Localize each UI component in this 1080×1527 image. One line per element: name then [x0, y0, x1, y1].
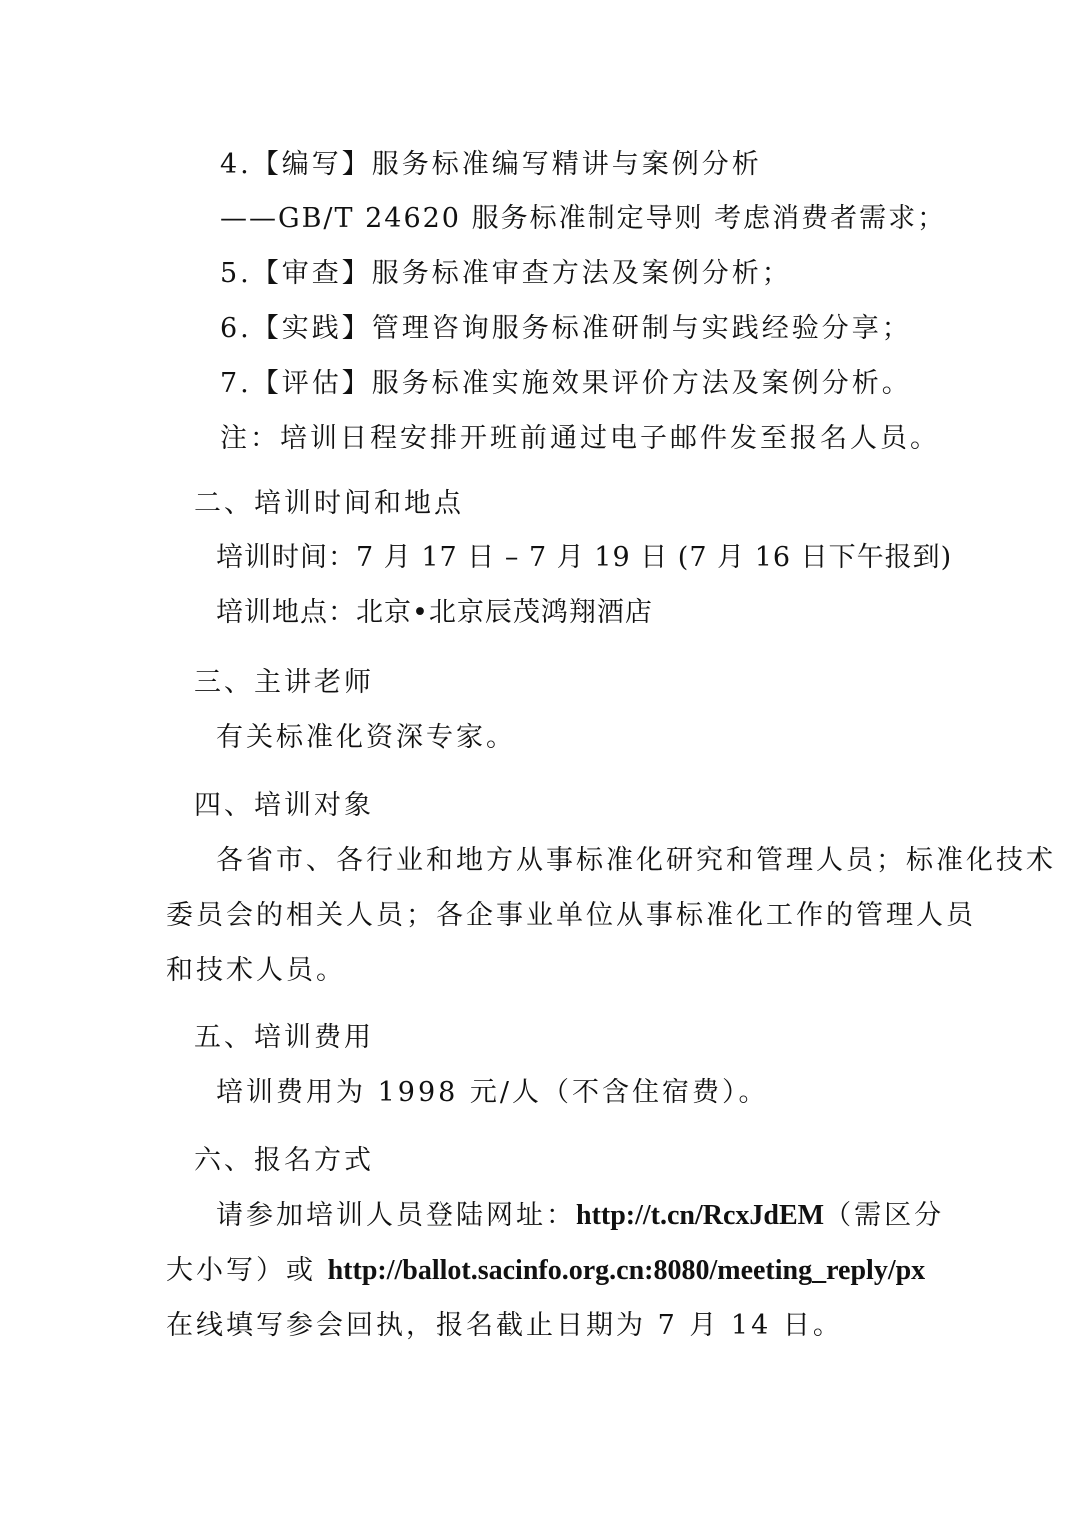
audience-line-1: 各省市、各行业和地方从事标准化研究和管理人员；标准化技术 — [216, 845, 1056, 876]
curriculum-item-6: 6.【实践】管理咨询服务标准研制与实践经验分享； — [220, 313, 912, 344]
registration-short-url-link[interactable]: http://t.cn/RcxJdEM — [576, 1200, 825, 1231]
curriculum-item-5: 5.【审查】服务标准审查方法及案例分析； — [220, 258, 792, 289]
schedule-note: 注：培训日程安排开班前通过电子邮件发至报名人员。 — [220, 423, 940, 454]
audience-line-2: 委员会的相关人员；各企事业单位从事标准化工作的管理人员 — [166, 900, 976, 931]
section-5-heading: 五、培训费用 — [194, 1022, 374, 1053]
registration-full-url-link[interactable]: http://ballot.sacinfo.org.cn:8080/meeting_reply/px — [327, 1255, 926, 1286]
registration-line-2 — [166, 1254, 925, 1288]
section-3-heading: 三、主讲老师 — [194, 667, 374, 698]
training-time: 培训时间：7 月 17 日 – 7 月 19 日 (7 月 16 日下午报到) — [216, 542, 953, 573]
lecturer-description: 有关标准化资深专家。 — [216, 722, 516, 753]
audience-line-3: 和技术人员。 — [166, 955, 346, 986]
registration-line-3: 在线填写参会回执，报名截止日期为 7 月 14 日。 — [166, 1310, 843, 1341]
registration-line-1-prefix: 请参加培训人员登陆网址： — [216, 1200, 576, 1231]
training-location: 培训地点：北京•北京辰茂鸿翔酒店 — [216, 597, 653, 628]
registration-line-1 — [216, 1199, 944, 1233]
curriculum-item-4-title: 4.【编写】服务标准编写精讲与案例分析 — [220, 149, 762, 180]
section-6-heading: 六、报名方式 — [194, 1145, 374, 1176]
curriculum-item-4-subtitle: ——GB/T 24620 服务标准制定导则 考虑消费者需求； — [220, 203, 947, 234]
fee-description: 培训费用为 1998 元/人（不含住宿费）。 — [216, 1077, 769, 1108]
section-2-heading: 二、培训时间和地点 — [194, 488, 464, 519]
curriculum-item-7: 7.【评估】服务标准实施效果评价方法及案例分析。 — [220, 368, 912, 399]
registration-line-2-prefix: 大小写）或 — [166, 1255, 328, 1286]
section-4-heading: 四、培训对象 — [194, 790, 374, 821]
registration-line-1-suffix: （需区分 — [824, 1200, 945, 1231]
